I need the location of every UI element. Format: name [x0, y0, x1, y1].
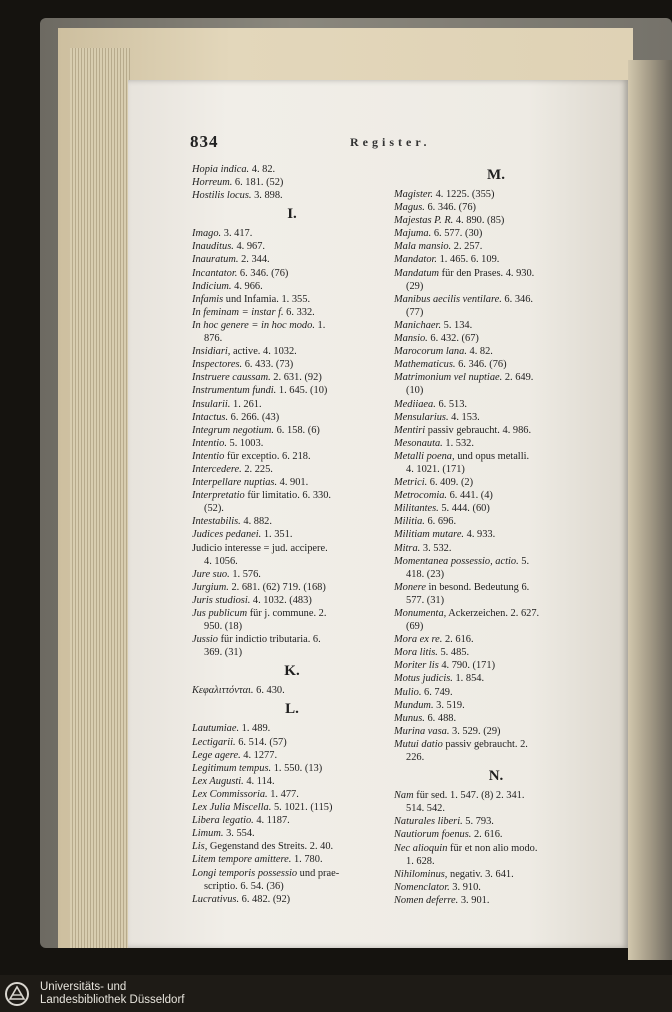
index-section-letter: L.	[285, 701, 299, 718]
index-entry-continuation: 514. 542.	[406, 803, 445, 815]
index-entry: Momentanea possessio, actio. 5.	[394, 555, 530, 567]
index-entry: Instrumentum fundi. 1. 645. (10)	[192, 385, 328, 397]
index-entry: Nihilominus, negativ. 3. 641.	[394, 868, 514, 880]
index-entry: Majuma. 6. 577. (30)	[394, 228, 483, 240]
index-entry: Interpellare nuptias. 4. 901.	[192, 477, 309, 489]
index-entry: Legitimum tempus. 1. 550. (13)	[192, 762, 323, 774]
index-entry: Hostilis locus. 3. 898.	[192, 190, 283, 202]
index-entry: Magister. 4. 1225. (355)	[394, 189, 495, 200]
index-entry: Mentiri passiv gebraucht. 4. 986.	[394, 424, 532, 436]
index-entry-continuation: (77)	[406, 306, 424, 318]
index-entry: Mansio. 6. 432. (67)	[394, 333, 479, 345]
index-entry: Matrimonium vel nuptiae. 2. 649.	[394, 372, 534, 384]
index-entry: Insidiari, active. 4. 1032.	[192, 346, 297, 358]
index-entry: Naturales liberi. 5. 793.	[394, 816, 494, 828]
index-entry: Incantator. 6. 346. (76)	[192, 267, 289, 279]
index-entry: Litem tempore amittere. 1. 780.	[192, 854, 323, 866]
index-entry: Lex Commissoria. 1. 477.	[192, 788, 299, 800]
index-entry: Mutui datio passiv gebraucht. 2.	[394, 738, 528, 750]
index-entry-continuation: 418. (23)	[406, 568, 445, 580]
index-entry: Juris studiosi. 4. 1032. (483)	[192, 594, 312, 606]
index-entry: Nam für sed. 1. 547. (8) 2. 341.	[394, 790, 525, 802]
index-entry: Nomen deferre. 3. 901.	[394, 894, 490, 906]
index-entry: Instruere caussam. 2. 631. (92)	[192, 372, 322, 384]
index-entry: In feminam = instar f. 6. 332.	[192, 306, 315, 318]
index-entry: Intentio. 5. 1003.	[192, 437, 264, 449]
library-name-line2: Landesbibliothek Düsseldorf	[40, 994, 185, 1006]
page-header	[190, 132, 600, 154]
index-entry: Limum. 3. 554.	[192, 828, 255, 840]
index-entry: Imago. 3. 417.	[192, 228, 253, 240]
index-entry: Lis, Gegenstand des Streits. 2. 40.	[192, 841, 334, 853]
index-entry-continuation: 369. (31)	[204, 647, 243, 659]
index-entry: Intactus. 6. 266. (43)	[192, 411, 280, 423]
page-number: 834	[190, 132, 219, 151]
index-section-letter: I.	[287, 206, 297, 223]
library-name	[40, 981, 184, 1007]
index-entry: Murina vasa. 3. 529. (29)	[394, 725, 501, 737]
library-logo-icon	[4, 981, 34, 1007]
index-entry: Indicium. 4. 966.	[192, 280, 263, 292]
index-entry: Interpretatio für limitatio. 6. 330.	[192, 490, 332, 502]
index-column-left	[192, 163, 392, 906]
index-entry: Intentio für exceptio. 6. 218.	[192, 450, 311, 462]
index-entry: Motus judicis. 1. 854.	[394, 673, 485, 685]
index-column-right	[394, 163, 598, 907]
index-entry: Judices pedanei. 1. 351.	[192, 529, 293, 541]
index-entry: Lex Julia Miscella. 5. 1021. (115)	[192, 802, 333, 814]
index-entry: Integrum negotium. 6. 158. (6)	[192, 424, 320, 436]
index-entry: In hoc genere = in hoc modo. 1.	[192, 319, 326, 331]
index-entry: Munus. 6. 488.	[394, 712, 457, 724]
index-entry: Metrocomia. 6. 441. (4)	[394, 490, 493, 502]
index-entry: Longi temporis possessio und prae-	[192, 867, 340, 879]
index-entry: Nautiorum foenus. 2. 616.	[394, 829, 503, 841]
index-entry: Horreum. 6. 181. (52)	[192, 177, 284, 189]
library-name-line1: Universitäts- und	[40, 981, 127, 993]
index-section-letter: M.	[487, 167, 505, 183]
index-section-letter: K.	[284, 663, 300, 680]
index-entry: Inspectores. 6. 433. (73)	[192, 359, 294, 371]
index-entry: Metrici. 6. 409. (2)	[394, 477, 474, 489]
index-entry: Mora litis. 5. 485.	[394, 647, 470, 659]
index-entry: Lautumiae. 1. 489.	[192, 723, 271, 735]
index-entry: Lex Augusti. 4. 114.	[192, 775, 275, 787]
index-entry: Moriter lis 4. 790. (171)	[394, 660, 496, 672]
index-entry: Militiam mutare. 4. 933.	[394, 529, 496, 541]
index-entry: Mediiaea. 6. 513.	[394, 398, 468, 410]
index-entry: Κεφαλιττόνται. 6. 430.	[192, 685, 285, 697]
running-title: Register.	[350, 135, 431, 149]
index-entry-continuation: 950. (18)	[204, 621, 243, 633]
index-entry: Mora ex re. 2. 616.	[394, 634, 474, 646]
index-entry: Mandator. 1. 465. 6. 109.	[394, 254, 500, 266]
index-entry: Majestas P. R. 4. 890. (85)	[394, 215, 505, 227]
index-entry: Lucrativus. 6. 482. (92)	[192, 893, 291, 905]
index-entry: Militantes. 5. 444. (60)	[394, 503, 490, 515]
index-entry: Manichaer. 5. 134.	[394, 319, 473, 331]
index-entry: Militia. 6. 696.	[394, 516, 457, 528]
index-entry: Mulio. 6. 749.	[394, 686, 453, 698]
index-entry-continuation: (29)	[406, 280, 424, 292]
index-entry: Jurgium. 2. 681. (62) 719. (168)	[192, 581, 326, 593]
index-entry: Jussio für indictio tributaria. 6.	[192, 634, 321, 646]
index-entry: Mitra. 3. 532.	[394, 542, 452, 554]
index-entry: Monumenta, Ackerzeichen. 2. 627.	[394, 608, 540, 619]
index-entry: Insularii. 1. 261.	[192, 398, 262, 410]
index-entry-continuation: 226.	[406, 752, 425, 764]
index-entry: Lege agere. 4. 1277.	[192, 749, 278, 761]
index-entry-continuation: 4. 1056.	[204, 555, 238, 567]
index-entry: Intestabilis. 4. 882.	[192, 516, 272, 528]
index-entry-continuation: 876.	[204, 333, 223, 345]
right-page-stack	[628, 60, 672, 960]
index-entry: Mathematicus. 6. 346. (76)	[394, 359, 507, 371]
index-entry: Mandatum für den Prases. 4. 930.	[394, 267, 535, 279]
index-section-letter: N.	[488, 768, 504, 785]
index-entry-continuation: (52).	[204, 503, 224, 515]
index-entry: Inauditus. 4. 967.	[192, 241, 266, 253]
index-entry: Jure suo. 1. 576.	[192, 568, 261, 580]
index-entry-continuation: (69)	[406, 621, 424, 633]
index-entry-continuation: (10)	[406, 385, 424, 397]
index-entry: Infamis und Infamia. 1. 355.	[192, 293, 311, 305]
index-entry: Nomenclator. 3. 910.	[394, 881, 481, 893]
page-edges	[70, 48, 130, 948]
index-entry: Judicio interesse = jud. accipere.	[192, 542, 328, 554]
index-entry: Monere in besond. Bedeutung 6.	[394, 581, 530, 593]
index-entry: Mesonauta. 1. 532.	[394, 437, 474, 449]
index-entry: Mensularius. 4. 153.	[394, 411, 480, 423]
index-entry: Marocorum lana. 4. 82.	[394, 346, 493, 358]
index-entry: Intercedere. 2. 225.	[192, 463, 273, 475]
index-entry-continuation: 1. 628.	[406, 855, 435, 867]
index-entry: Lectigarii. 6. 514. (57)	[192, 736, 287, 748]
index-entry-continuation: 4. 1021. (171)	[406, 463, 465, 475]
index-entry: Nec alioquin für et non alio modo.	[394, 842, 538, 854]
index-entry: Mala mansio. 2. 257.	[394, 241, 483, 253]
index-entry: Inauratum. 2. 344.	[192, 254, 270, 266]
index-entry: Jus publicum für j. commune. 2.	[192, 608, 327, 619]
index-entry-continuation: scriptio. 6. 54. (36)	[204, 880, 284, 892]
index-entry: Metalli poena, und opus metalli.	[394, 450, 530, 462]
index-entry: Magus. 6. 346. (76)	[394, 202, 476, 214]
index-entry-continuation: 577. (31)	[406, 594, 445, 606]
index-entry: Mundum. 3. 519.	[394, 699, 465, 711]
index-entry: Manibus aecilis ventilare. 6. 346.	[394, 293, 533, 305]
index-entry: Hopia indica. 4. 82.	[192, 164, 276, 175]
index-entry: Libera legatio. 4. 1187.	[192, 815, 290, 827]
